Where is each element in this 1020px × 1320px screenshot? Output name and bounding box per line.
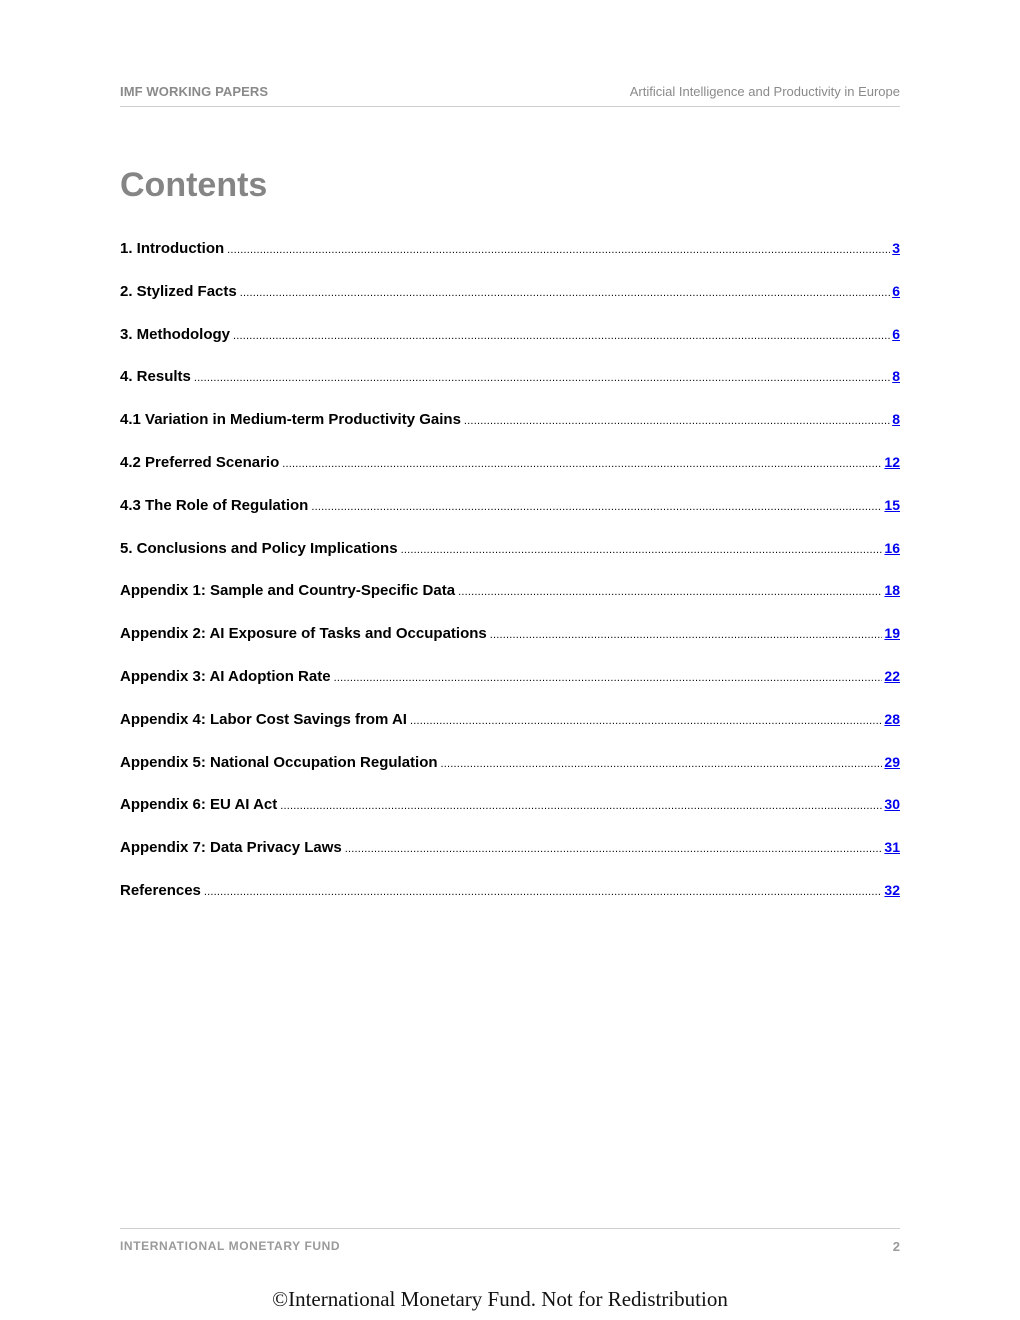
page-header [120,84,900,107]
toc-dot-leader [282,458,882,470]
page-title: Contents [120,166,268,204]
toc-entry[interactable] [120,454,900,497]
table-of-contents [120,240,900,925]
toc-entry-label: 5. Conclusions and Policy Implications [120,539,398,557]
toc-dot-leader [464,415,890,427]
header-paper-title: Artificial Intelligence and Productivity in Europe [629,84,900,99]
toc-dot-leader [401,544,883,556]
toc-dot-leader [194,372,890,384]
toc-dot-leader [345,843,883,855]
toc-page-link[interactable]: 18 [884,582,900,599]
toc-entry-label: Appendix 2: AI Exposure of Tasks and Occupations [120,625,487,643]
toc-entry[interactable] [120,368,900,411]
copyright-notice: ©International Monetary Fund. Not for Redistribution [272,1287,728,1311]
toc-entry-label: 4.2 Preferred Scenario [120,453,280,471]
toc-entry-label: 4.1 Variation in Medium-term Productivity Gains [120,411,461,429]
page-number: 2 [892,1239,900,1254]
toc-dot-leader [441,758,883,770]
toc-entry[interactable] [120,711,900,754]
toc-page-link[interactable]: 6 [892,325,900,342]
toc-entry[interactable] [120,754,900,797]
toc-page-link[interactable]: 29 [884,753,900,770]
toc-dot-leader [334,672,883,684]
toc-dot-leader [227,244,890,256]
header-series-name: IMF WORKING PAPERS [120,84,269,99]
toc-dot-leader [233,330,890,342]
toc-page-link[interactable]: 30 [884,796,900,813]
toc-dot-leader [311,501,882,513]
toc-entry[interactable] [120,283,900,326]
toc-page-link[interactable]: 22 [884,667,900,684]
toc-dot-leader [410,715,882,727]
toc-page-link[interactable]: 31 [884,839,900,856]
toc-dot-leader [240,287,890,299]
toc-page-link[interactable]: 32 [884,881,900,898]
toc-entry-label: Appendix 4: Labor Cost Savings from AI [120,710,407,728]
toc-page-link[interactable]: 19 [884,625,900,642]
toc-entry-label: 4. Results [120,368,191,386]
toc-entry-label: References [120,881,201,899]
toc-entry-label: 2. Stylized Facts [120,282,237,300]
toc-entry[interactable] [120,540,900,583]
toc-dot-leader [490,629,883,641]
toc-entry-label: 1. Introduction [120,240,225,257]
toc-entry-label: 3. Methodology [120,325,230,343]
toc-entry[interactable] [120,240,900,283]
toc-page-link[interactable]: 16 [884,539,900,556]
toc-entry[interactable] [120,668,900,711]
toc-page-link[interactable]: 8 [892,411,900,428]
toc-dot-leader [280,800,882,812]
toc-dot-leader [204,886,883,898]
toc-entry[interactable] [120,497,900,540]
footer-organization: INTERNATIONAL MONETARY FUND [120,1239,341,1253]
toc-entry[interactable] [120,625,900,668]
page-footer [120,1228,900,1259]
toc-entry-label: Appendix 7: Data Privacy Laws [120,839,342,857]
toc-entry[interactable] [120,882,900,925]
toc-entry[interactable] [120,326,900,369]
toc-entry[interactable] [120,582,900,625]
toc-entry-label: Appendix 3: AI Adoption Rate [120,667,331,685]
toc-entry[interactable] [120,796,900,839]
toc-page-link[interactable]: 6 [892,282,900,299]
toc-entry[interactable] [120,839,900,882]
toc-page-link[interactable]: 8 [892,368,900,385]
toc-entry-label: Appendix 5: National Occupation Regulation [120,753,438,771]
toc-entry-label: Appendix 6: EU AI Act [120,796,278,814]
toc-page-link[interactable]: 15 [884,496,900,513]
toc-entry-label: 4.3 The Role of Regulation [120,496,309,514]
toc-entry-label: Appendix 1: Sample and Country-Specific Data [120,582,456,600]
toc-entry[interactable] [120,411,900,454]
toc-page-link[interactable]: 12 [884,453,900,470]
toc-page-link[interactable]: 3 [892,240,900,256]
toc-dot-leader [458,586,882,598]
toc-page-link[interactable]: 28 [884,710,900,727]
